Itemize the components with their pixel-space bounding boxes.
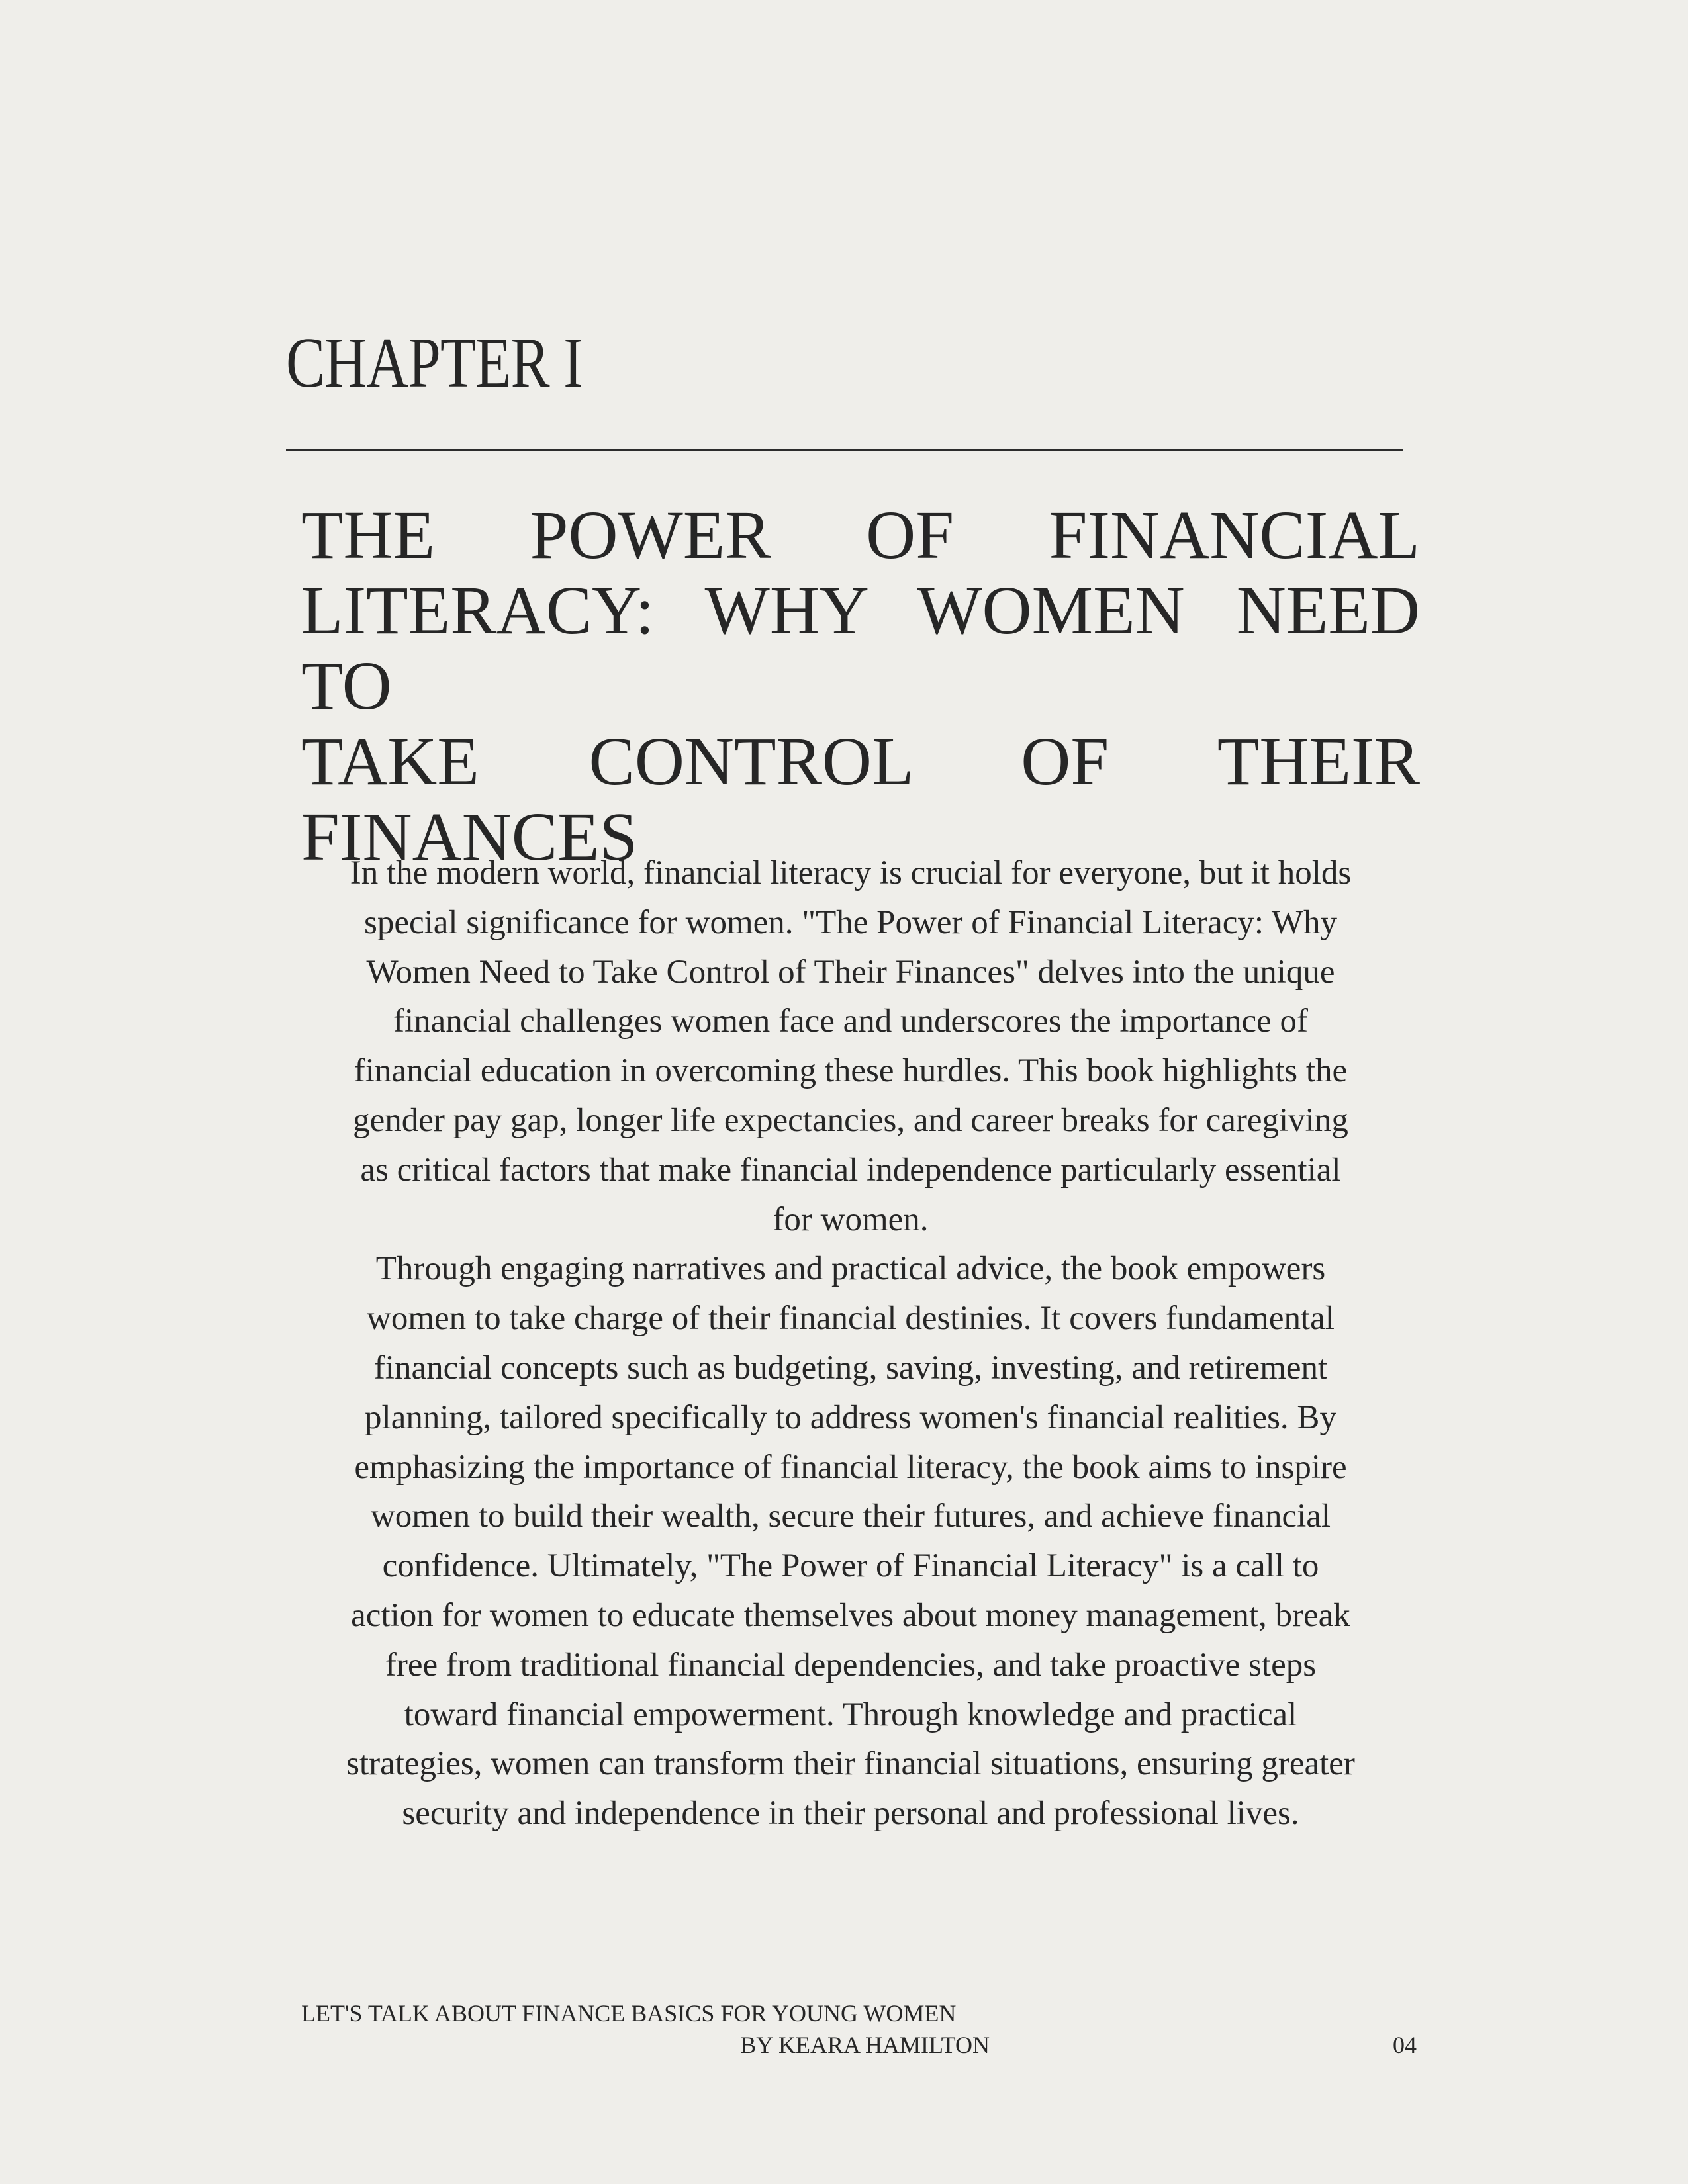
chapter-title-line-3: TAKE CONTROL OF THEIR xyxy=(301,723,1420,799)
chapter-label: CHAPTER I xyxy=(286,324,583,402)
chapter-title-line-1: THE POWER OF FINANCIAL xyxy=(301,497,1420,573)
page-number: 04 xyxy=(1393,2032,1417,2058)
chapter-title-line-4: FINANCES xyxy=(301,799,638,875)
chapter-title-line-2: LITERACY: WHY WOMEN NEED TO xyxy=(301,572,1420,724)
body-paragraph-2: Through engaging narratives and practical advice, the book empowers women to take charge of their financial destinies. It covers fundamental financial concepts such as budgeting, saving, investing, and retirement planning, tailored specifically to address women's financial realities. By emphasizing the importance of financial literacy, the book aims to inspire women to build their wealth, secure their futures, and achieve financial confidence. Ultimately, "The Power of Financial Literacy" is a call to action for women to educate themselves about money management, break free from traditional financial dependencies, and take proactive steps toward financial empowerment. Through knowledge and practical strategies, women can transform their financial situations, ensuring greater security and independence in their personal and professional lives. xyxy=(346,1250,1355,1833)
chapter-body xyxy=(344,848,1357,1839)
footer-byline: BY KEARA HAMILTON xyxy=(740,2032,990,2058)
chapter-title xyxy=(301,498,1420,875)
footer-book-title: LET'S TALK ABOUT FINANCE BASICS FOR YOUNG WOMEN xyxy=(301,2000,957,2026)
body-paragraph-1: In the modern world, financial literacy is crucial for everyone, but it holds special significance for women. "The Power of Financial Literacy: Why Women Need to Take Control of Their Finances" delves into the unique financial challenges women face and underscores the importance of financial education in overcoming these hurdles. This book highlights the gender pay gap, longer life expectancies, and career breaks for caregiving as critical factors that make financial independence particularly essential for women. xyxy=(350,854,1352,1238)
footer-book-info xyxy=(301,1997,990,2061)
chapter-divider xyxy=(286,449,1403,451)
